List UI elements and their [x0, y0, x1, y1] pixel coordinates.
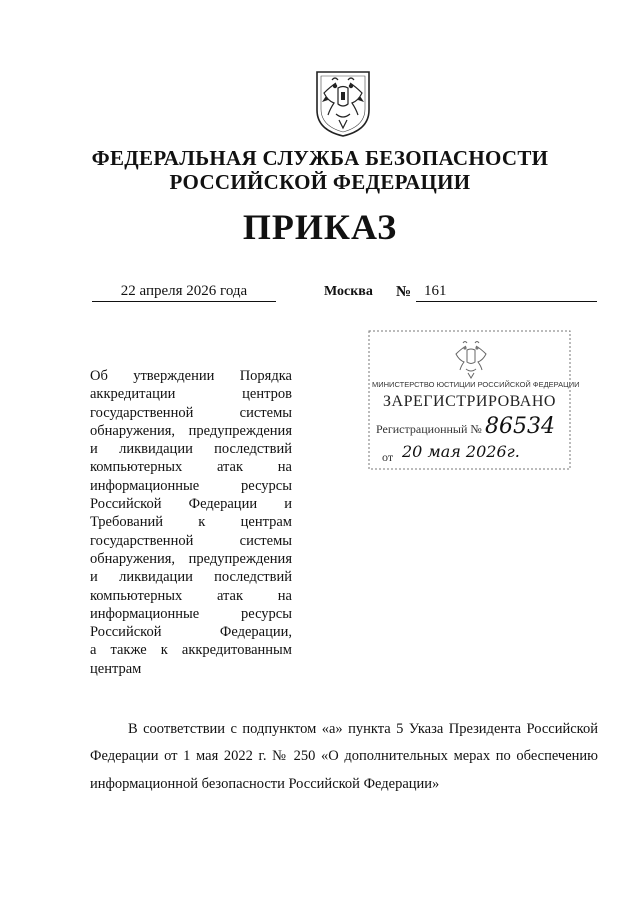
subject-word: к [198, 514, 206, 531]
subject-word: к [160, 642, 168, 659]
subject-word: атак [216, 459, 244, 476]
subject-word: Порядка [239, 368, 292, 384]
subject-line [90, 605, 292, 623]
subject-word: системы [239, 532, 292, 549]
coat-of-arms-icon [314, 70, 372, 138]
subject-word: информационные [90, 477, 200, 494]
subject-word: компьютерных [90, 459, 183, 476]
subject-line [90, 641, 292, 659]
subject-word: предупреждения [188, 550, 292, 567]
subject-word: Российской [90, 624, 162, 641]
stamp-from-label: от [382, 450, 394, 464]
registration-stamp [368, 330, 580, 470]
subject-line [90, 587, 292, 605]
stamp-registered: ЗАРЕГИСТРИРОВАНО [383, 393, 556, 410]
subject-line [90, 422, 292, 440]
subject-word: последствий [214, 569, 292, 586]
subject-line [90, 623, 292, 641]
subject-word: утверждении [133, 368, 215, 384]
subject-line [90, 532, 292, 550]
subject-line [90, 477, 292, 495]
subject-line [90, 550, 292, 568]
document-subject [90, 367, 292, 678]
subject-line [90, 660, 292, 678]
subject-word: обнаружения, [90, 550, 176, 567]
subject-word: государственной [90, 532, 194, 549]
subject-word: Федерации [188, 496, 258, 513]
stamp-registration-date: 20 мая 2026г. [402, 442, 520, 461]
subject-line [90, 385, 292, 403]
subject-line [90, 440, 292, 458]
subject-word: центрам [90, 660, 142, 677]
subject-word: компьютерных [90, 587, 183, 604]
date-underline [92, 283, 276, 302]
subject-line [90, 458, 292, 476]
subject-word: Федерации, [219, 624, 292, 641]
subject-word: обнаружения, [90, 422, 176, 439]
body-paragraph: В соответствии с подпунктом «а» пункта 5 Указа Президента Российской Федерации от 1 мая 2022 г. № 250 «О дополнительных мерах по обеспечению информационной безопасности Российской Федерации» [90, 721, 598, 792]
organization-line-2: РОССИЙСКОЙ ФЕДЕРАЦИИ [169, 170, 471, 194]
subject-word: центрам [240, 514, 292, 531]
subject-word: ресурсы [241, 605, 292, 622]
subject-word: а [90, 642, 97, 659]
subject-word: последствий [214, 441, 292, 458]
document-number: 161 [424, 283, 447, 299]
subject-word: ресурсы [241, 477, 292, 494]
organization-name [0, 146, 640, 194]
document-date: 22 апреля 2026 года [120, 283, 248, 299]
subject-word: и [284, 496, 292, 513]
subject-word: центров [242, 386, 292, 403]
subject-word: на [277, 587, 292, 604]
subject-word: Российской [90, 496, 162, 513]
subject-word: государственной [90, 404, 194, 421]
subject-line [90, 513, 292, 531]
document-city: Москва [324, 284, 373, 299]
stamp-registration-number: 86534 [485, 414, 555, 439]
number-underline [416, 283, 597, 302]
organization-line-1: ФЕДЕРАЛЬНАЯ СЛУЖБА БЕЗОПАСНОСТИ [91, 146, 549, 170]
subject-word: ликвидации [119, 569, 193, 586]
subject-word: предупреждения [188, 422, 292, 439]
stamp-ministry: МИНИСТЕРСТВО ЮСТИЦИИ РОССИЙСКОЙ ФЕДЕРАЦИИ [372, 380, 580, 389]
subject-word: Требований [90, 514, 163, 531]
document-body [90, 716, 598, 798]
subject-word: аккредитации [90, 386, 176, 403]
subject-line [90, 404, 292, 422]
subject-word: и [90, 441, 98, 458]
subject-word: информационные [90, 605, 200, 622]
subject-word: Об [90, 368, 108, 384]
subject-word: системы [239, 404, 292, 421]
subject-word: и [90, 569, 98, 586]
subject-word: на [277, 459, 292, 476]
stamp-registration-label: Регистрационный № [376, 422, 482, 436]
subject-line [90, 495, 292, 513]
subject-line [90, 568, 292, 586]
subject-line [90, 367, 292, 385]
subject-word: также [110, 642, 147, 659]
number-sign: № [396, 284, 412, 300]
document-type: ПРИКАЗ [242, 207, 398, 247]
subject-word: аккредитованным [181, 642, 292, 659]
stamp-coat-of-arms-icon [451, 337, 491, 379]
subject-word: ликвидации [119, 441, 193, 458]
subject-word: атак [216, 587, 244, 604]
